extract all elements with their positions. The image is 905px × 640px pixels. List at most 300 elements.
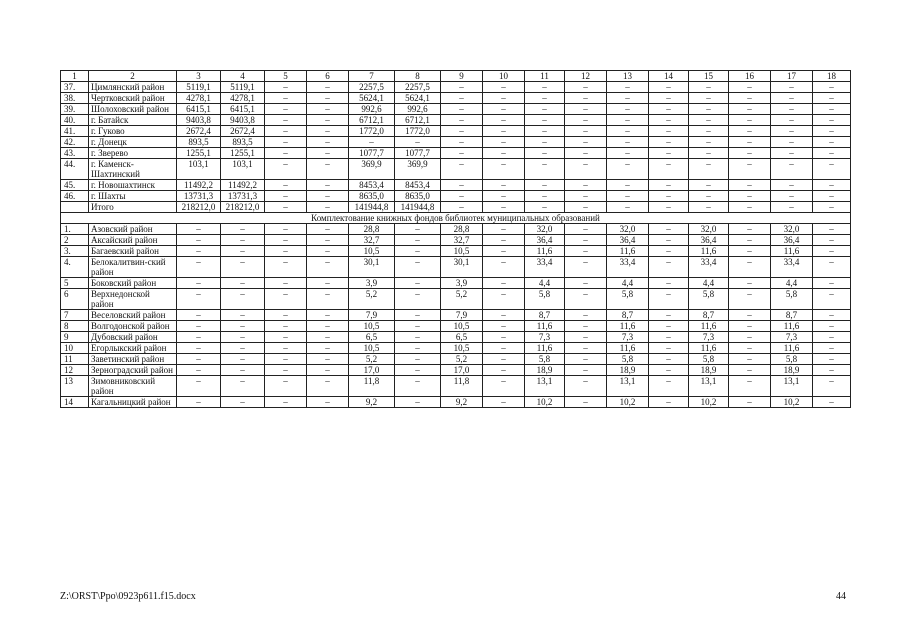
value-cell: – — [395, 332, 441, 343]
value-cell: – — [689, 180, 729, 191]
value-cell: 13,1 — [525, 376, 565, 397]
value-cell: – — [729, 278, 771, 289]
value-cell: – — [265, 354, 307, 365]
table-row — [61, 191, 851, 202]
value-cell: 13,1 — [689, 376, 729, 397]
value-cell: – — [649, 224, 689, 235]
value-cell: – — [565, 235, 607, 246]
value-cell: – — [565, 376, 607, 397]
value-cell: 141944,8 — [395, 202, 441, 213]
value-cell: – — [441, 115, 483, 126]
value-cell: – — [265, 376, 307, 397]
table-row — [61, 246, 851, 257]
value-cell: – — [689, 115, 729, 126]
value-cell: – — [221, 397, 265, 408]
value-cell: 11,6 — [689, 246, 729, 257]
value-cell: – — [395, 321, 441, 332]
value-cell: – — [483, 376, 525, 397]
value-cell: 5,8 — [689, 354, 729, 365]
value-cell: – — [395, 289, 441, 310]
value-cell: – — [177, 257, 221, 278]
table-row — [61, 104, 851, 115]
row-number: 12 — [61, 365, 89, 376]
value-cell: – — [177, 376, 221, 397]
municipality-name: г. Батайск — [89, 115, 177, 126]
value-cell: – — [649, 354, 689, 365]
value-cell: – — [649, 202, 689, 213]
row-number: 45. — [61, 180, 89, 191]
value-cell: – — [525, 191, 565, 202]
value-cell: – — [441, 202, 483, 213]
value-cell: – — [525, 82, 565, 93]
table-row — [61, 321, 851, 332]
value-cell: – — [483, 397, 525, 408]
value-cell: – — [395, 137, 441, 148]
value-cell: – — [813, 191, 851, 202]
value-cell: – — [565, 246, 607, 257]
value-cell: – — [565, 343, 607, 354]
value-cell: – — [221, 365, 265, 376]
section-heading-row — [61, 213, 851, 224]
value-cell: 32,0 — [607, 224, 649, 235]
value-cell: 36,4 — [689, 235, 729, 246]
value-cell: 11,6 — [689, 321, 729, 332]
row-number: 8 — [61, 321, 89, 332]
table-row — [61, 82, 851, 93]
value-cell: 11,6 — [525, 321, 565, 332]
value-cell: – — [649, 137, 689, 148]
value-cell: – — [307, 397, 349, 408]
value-cell: – — [649, 104, 689, 115]
value-cell: – — [265, 180, 307, 191]
value-cell: 7,3 — [525, 332, 565, 343]
value-cell: – — [771, 104, 813, 115]
value-cell: 369,9 — [395, 159, 441, 180]
value-cell: – — [483, 365, 525, 376]
value-cell: 13,1 — [607, 376, 649, 397]
row-number: 5 — [61, 278, 89, 289]
value-cell: 36,4 — [607, 235, 649, 246]
value-cell: – — [771, 82, 813, 93]
value-cell: – — [265, 397, 307, 408]
value-cell: – — [649, 257, 689, 278]
row-number: 46. — [61, 191, 89, 202]
value-cell: – — [565, 257, 607, 278]
value-cell: 7,9 — [441, 310, 483, 321]
value-cell: – — [813, 376, 851, 397]
value-cell: 5,2 — [349, 289, 395, 310]
value-cell: – — [307, 257, 349, 278]
value-cell: – — [525, 137, 565, 148]
value-cell: – — [265, 278, 307, 289]
value-cell: 11,8 — [349, 376, 395, 397]
value-cell: – — [607, 126, 649, 137]
value-cell: 13,1 — [771, 376, 813, 397]
value-cell: – — [483, 93, 525, 104]
value-cell: – — [607, 115, 649, 126]
row-number: 13 — [61, 376, 89, 397]
value-cell: – — [525, 126, 565, 137]
value-cell: 18,9 — [689, 365, 729, 376]
value-cell: – — [221, 376, 265, 397]
value-cell: 11,6 — [689, 343, 729, 354]
value-cell: – — [565, 180, 607, 191]
value-cell: – — [649, 321, 689, 332]
value-cell: – — [221, 224, 265, 235]
value-cell: 218212,0 — [221, 202, 265, 213]
municipality-name: Багаевский район — [89, 246, 177, 257]
value-cell: – — [771, 191, 813, 202]
value-cell: – — [813, 126, 851, 137]
column-number-header: 8 — [395, 71, 441, 82]
column-number-header: 3 — [177, 71, 221, 82]
municipality-name: Белокалитвин-ский район — [89, 257, 177, 278]
value-cell: – — [221, 332, 265, 343]
value-cell: – — [483, 278, 525, 289]
value-cell: 33,4 — [607, 257, 649, 278]
value-cell: – — [729, 126, 771, 137]
value-cell: – — [483, 191, 525, 202]
value-cell: – — [565, 310, 607, 321]
value-cell: – — [265, 191, 307, 202]
value-cell: – — [395, 257, 441, 278]
value-cell: 6712,1 — [349, 115, 395, 126]
value-cell: 32,0 — [771, 224, 813, 235]
value-cell: – — [441, 93, 483, 104]
value-cell: – — [607, 202, 649, 213]
value-cell: – — [771, 93, 813, 104]
value-cell: 5,2 — [441, 289, 483, 310]
municipality-name: Зерноградский район — [89, 365, 177, 376]
row-number: 42. — [61, 137, 89, 148]
value-cell: – — [483, 257, 525, 278]
municipality-name: Волгодонской район — [89, 321, 177, 332]
value-cell: – — [177, 354, 221, 365]
value-cell: 18,9 — [607, 365, 649, 376]
value-cell: – — [265, 148, 307, 159]
value-cell: – — [565, 289, 607, 310]
municipality-name: г. Гуково — [89, 126, 177, 137]
value-cell: 11,8 — [441, 376, 483, 397]
value-cell: 33,4 — [689, 257, 729, 278]
value-cell: – — [265, 332, 307, 343]
value-cell: – — [813, 82, 851, 93]
value-cell: – — [689, 93, 729, 104]
value-cell: – — [649, 115, 689, 126]
value-cell: – — [483, 82, 525, 93]
value-cell: – — [689, 104, 729, 115]
value-cell: – — [395, 343, 441, 354]
value-cell: – — [813, 180, 851, 191]
value-cell: – — [307, 343, 349, 354]
table-row — [61, 397, 851, 408]
row-number: 2 — [61, 235, 89, 246]
value-cell: – — [607, 104, 649, 115]
value-cell: – — [649, 93, 689, 104]
value-cell: 10,5 — [441, 321, 483, 332]
value-cell: – — [813, 257, 851, 278]
value-cell: – — [729, 365, 771, 376]
value-cell: – — [307, 104, 349, 115]
value-cell: 1772,0 — [395, 126, 441, 137]
value-cell: – — [729, 115, 771, 126]
value-cell: – — [483, 310, 525, 321]
row-number: 14 — [61, 397, 89, 408]
value-cell: 36,4 — [771, 235, 813, 246]
value-cell: – — [729, 343, 771, 354]
value-cell: 17,0 — [441, 365, 483, 376]
value-cell: – — [441, 148, 483, 159]
value-cell: – — [649, 332, 689, 343]
value-cell: – — [565, 365, 607, 376]
value-cell: 10,5 — [441, 343, 483, 354]
value-cell: – — [307, 82, 349, 93]
value-cell: – — [265, 365, 307, 376]
value-cell: – — [649, 365, 689, 376]
section-heading: Комплектование книжных фондов библиотек муниципальных образований — [61, 213, 851, 224]
value-cell: – — [307, 289, 349, 310]
row-number: 9 — [61, 332, 89, 343]
value-cell: – — [265, 104, 307, 115]
value-cell: – — [813, 343, 851, 354]
municipality-name: Зимовниковский район — [89, 376, 177, 397]
table-row — [61, 289, 851, 310]
row-number: 6 — [61, 289, 89, 310]
table-header-row — [61, 71, 851, 82]
value-cell: – — [565, 191, 607, 202]
value-cell: 33,4 — [525, 257, 565, 278]
value-cell: – — [813, 93, 851, 104]
value-cell: 10,2 — [689, 397, 729, 408]
value-cell: 32,7 — [349, 235, 395, 246]
value-cell: 6,5 — [441, 332, 483, 343]
row-number: 3. — [61, 246, 89, 257]
value-cell: – — [395, 235, 441, 246]
value-cell: 7,3 — [771, 332, 813, 343]
row-number: 40. — [61, 115, 89, 126]
value-cell: 141944,8 — [349, 202, 395, 213]
value-cell: – — [395, 278, 441, 289]
table-body — [61, 71, 851, 408]
value-cell: 11492,2 — [221, 180, 265, 191]
value-cell: 17,0 — [349, 365, 395, 376]
column-number-header: 13 — [607, 71, 649, 82]
value-cell: 28,8 — [349, 224, 395, 235]
value-cell: – — [441, 82, 483, 93]
value-cell: 6415,1 — [221, 104, 265, 115]
value-cell: – — [483, 235, 525, 246]
value-cell: – — [813, 332, 851, 343]
value-cell: – — [649, 376, 689, 397]
value-cell: – — [395, 246, 441, 257]
value-cell: – — [483, 289, 525, 310]
value-cell: – — [483, 115, 525, 126]
value-cell: – — [729, 257, 771, 278]
table-row — [61, 343, 851, 354]
row-number: 11 — [61, 354, 89, 365]
value-cell: 30,1 — [441, 257, 483, 278]
value-cell: – — [649, 397, 689, 408]
value-cell: – — [349, 137, 395, 148]
value-cell: – — [483, 180, 525, 191]
value-cell: – — [649, 180, 689, 191]
value-cell: – — [307, 202, 349, 213]
value-cell: – — [729, 180, 771, 191]
table-row — [61, 126, 851, 137]
value-cell: – — [813, 202, 851, 213]
value-cell: 6712,1 — [395, 115, 441, 126]
value-cell: 11,6 — [771, 246, 813, 257]
table-row — [61, 159, 851, 180]
municipality-name: г. Шахты — [89, 191, 177, 202]
value-cell: – — [813, 289, 851, 310]
value-cell: – — [483, 354, 525, 365]
value-cell: 9,2 — [441, 397, 483, 408]
municipality-name: г. Зверево — [89, 148, 177, 159]
value-cell: – — [729, 246, 771, 257]
value-cell: 11,6 — [525, 246, 565, 257]
value-cell: 11,6 — [771, 321, 813, 332]
value-cell: – — [729, 310, 771, 321]
value-cell: 5119,1 — [221, 82, 265, 93]
value-cell: – — [177, 224, 221, 235]
value-cell: – — [649, 289, 689, 310]
value-cell: – — [265, 289, 307, 310]
value-cell: – — [221, 354, 265, 365]
value-cell: – — [525, 104, 565, 115]
municipality-name: Итого — [89, 202, 177, 213]
column-number-header: 1 — [61, 71, 89, 82]
value-cell: – — [525, 93, 565, 104]
value-cell: – — [307, 191, 349, 202]
value-cell: – — [221, 235, 265, 246]
value-cell: – — [565, 278, 607, 289]
value-cell: 369,9 — [349, 159, 395, 180]
value-cell: 893,5 — [221, 137, 265, 148]
value-cell: – — [607, 191, 649, 202]
value-cell: – — [307, 224, 349, 235]
table-row — [61, 332, 851, 343]
value-cell: – — [441, 126, 483, 137]
value-cell: – — [307, 310, 349, 321]
value-cell: – — [307, 365, 349, 376]
table-row — [61, 257, 851, 278]
value-cell: – — [813, 310, 851, 321]
value-cell: 218212,0 — [177, 202, 221, 213]
value-cell: – — [813, 235, 851, 246]
value-cell: – — [483, 343, 525, 354]
value-cell: – — [813, 224, 851, 235]
value-cell: 10,5 — [349, 321, 395, 332]
value-cell: – — [483, 137, 525, 148]
value-cell: 992,6 — [395, 104, 441, 115]
value-cell: 32,7 — [441, 235, 483, 246]
value-cell: – — [177, 278, 221, 289]
value-cell: 5,2 — [349, 354, 395, 365]
value-cell: – — [265, 115, 307, 126]
value-cell: – — [221, 289, 265, 310]
table-row — [61, 202, 851, 213]
table-row — [61, 180, 851, 191]
column-number-header: 12 — [565, 71, 607, 82]
value-cell: – — [395, 224, 441, 235]
value-cell: – — [689, 191, 729, 202]
value-cell: – — [813, 115, 851, 126]
value-cell: 4,4 — [771, 278, 813, 289]
value-cell: 8,7 — [607, 310, 649, 321]
value-cell: – — [729, 397, 771, 408]
value-cell: 5119,1 — [177, 82, 221, 93]
value-cell: 1255,1 — [177, 148, 221, 159]
value-cell: – — [307, 246, 349, 257]
value-cell: 13731,3 — [221, 191, 265, 202]
value-cell: – — [565, 354, 607, 365]
value-cell: – — [177, 332, 221, 343]
value-cell: – — [177, 246, 221, 257]
value-cell: – — [177, 289, 221, 310]
value-cell: – — [441, 159, 483, 180]
value-cell: – — [689, 202, 729, 213]
value-cell: – — [483, 202, 525, 213]
value-cell: 5,8 — [525, 354, 565, 365]
column-number-header: 4 — [221, 71, 265, 82]
value-cell: 1772,0 — [349, 126, 395, 137]
value-cell: – — [729, 159, 771, 180]
value-cell: – — [813, 397, 851, 408]
column-number-header: 5 — [265, 71, 307, 82]
value-cell: – — [307, 115, 349, 126]
value-cell: – — [565, 321, 607, 332]
row-number: 4. — [61, 257, 89, 278]
value-cell: – — [565, 126, 607, 137]
table-row — [61, 224, 851, 235]
budget-table — [60, 70, 851, 408]
value-cell: – — [221, 321, 265, 332]
value-cell: 5,8 — [607, 289, 649, 310]
value-cell: 2672,4 — [221, 126, 265, 137]
table-row — [61, 278, 851, 289]
municipality-name: Заветинский район — [89, 354, 177, 365]
value-cell: – — [307, 278, 349, 289]
value-cell: 32,0 — [689, 224, 729, 235]
table-row — [61, 235, 851, 246]
value-cell: – — [813, 137, 851, 148]
value-cell: – — [729, 202, 771, 213]
value-cell: 13731,3 — [177, 191, 221, 202]
value-cell: 11,6 — [607, 321, 649, 332]
value-cell: – — [729, 137, 771, 148]
value-cell: 103,1 — [221, 159, 265, 180]
value-cell: – — [483, 321, 525, 332]
value-cell: – — [565, 332, 607, 343]
value-cell: – — [565, 148, 607, 159]
value-cell: – — [813, 321, 851, 332]
value-cell: 4,4 — [607, 278, 649, 289]
value-cell: – — [307, 180, 349, 191]
value-cell: – — [689, 159, 729, 180]
value-cell: – — [483, 104, 525, 115]
value-cell: 5,8 — [771, 354, 813, 365]
value-cell: 6,5 — [349, 332, 395, 343]
municipality-name: Веселовский район — [89, 310, 177, 321]
value-cell: – — [221, 310, 265, 321]
value-cell: – — [729, 376, 771, 397]
value-cell: – — [729, 93, 771, 104]
value-cell: – — [265, 235, 307, 246]
value-cell: – — [483, 246, 525, 257]
value-cell: – — [265, 224, 307, 235]
value-cell: – — [483, 224, 525, 235]
